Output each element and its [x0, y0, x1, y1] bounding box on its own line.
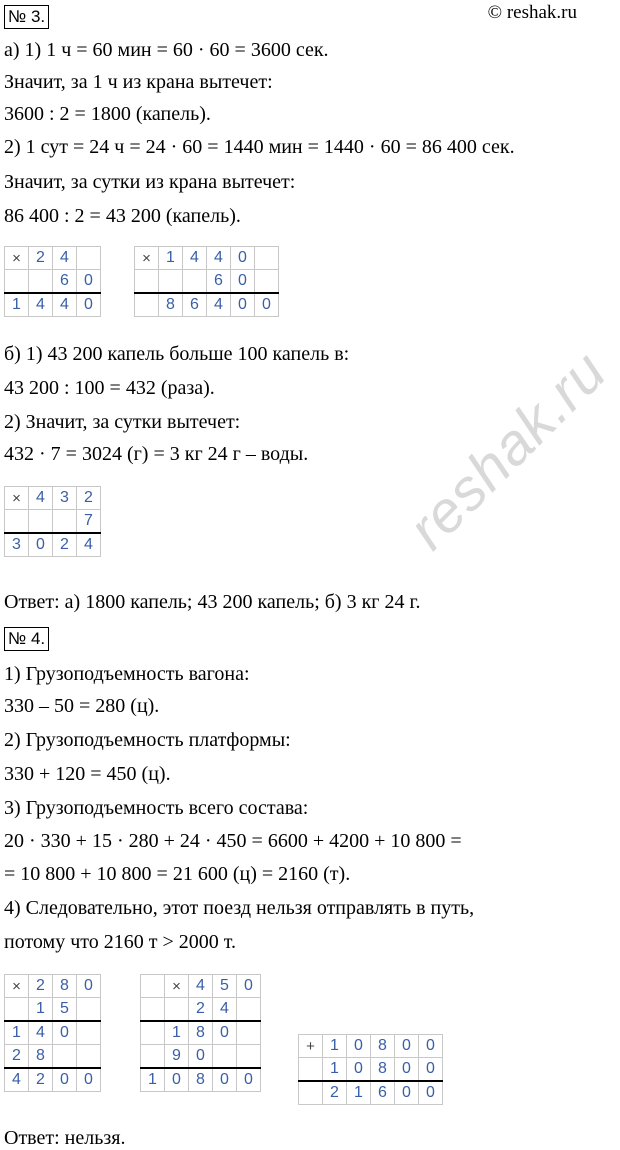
calc-row [5, 975, 101, 998]
calc-cell: 0 [395, 1035, 419, 1058]
task3-line-1: а) 1) 1 ч = 60 мин = 60 · 60 = 3600 сек. [4, 39, 329, 61]
calc-cell [53, 1045, 77, 1069]
calc-row [5, 998, 101, 1022]
calc-cell [5, 270, 29, 294]
calc-cell: 0 [231, 270, 255, 294]
calc-cell [165, 998, 189, 1022]
calc-cell: + [299, 1035, 323, 1058]
calc-cell [5, 510, 29, 534]
calc-row [135, 293, 279, 317]
calc-cell: 0 [213, 1021, 237, 1045]
calc-cell: 8 [159, 293, 183, 317]
calc-row [5, 1045, 101, 1069]
calc-cell: 7 [77, 510, 101, 534]
calc-row [5, 1021, 101, 1045]
calc-cell: 0 [53, 1021, 77, 1045]
task3-number: № 3. [4, 4, 49, 29]
calc-cell: 1 [323, 1058, 347, 1082]
calc-cell: × [5, 975, 29, 998]
calc-cell: 8 [371, 1058, 395, 1082]
calc-cell: 0 [347, 1035, 371, 1058]
calc-cell [237, 1045, 261, 1069]
calc-row [141, 998, 261, 1022]
watermark: reshak.ru [395, 338, 619, 562]
calc-cell: 0 [347, 1058, 371, 1082]
calc-cell [135, 270, 159, 294]
calc-cell [299, 1058, 323, 1082]
calc-cell [53, 510, 77, 534]
task4-number: № 4. [4, 626, 49, 651]
calc-cell [141, 975, 165, 998]
calc-cell: 4 [207, 293, 231, 317]
calc-row [141, 1045, 261, 1069]
calc-cell: 0 [189, 1045, 213, 1069]
calc-cell [299, 1081, 323, 1105]
task3-line-4: 2) 1 сут = 24 ч = 24 · 60 = 1440 мин = 1440 · 60 = 86 400 сек. [4, 136, 515, 158]
task4-line-9: потому что 2160 т > 2000 т. [4, 931, 236, 953]
calc-cell: 2 [323, 1081, 347, 1105]
calc-cell: 4 [29, 1021, 53, 1045]
calc-cell: 1 [5, 293, 29, 317]
calc-cell: 0 [237, 1068, 261, 1092]
calc-cell: 8 [53, 975, 77, 998]
calc-cell: × [5, 247, 29, 270]
calc-cell: 2 [77, 487, 101, 510]
calc-cell [141, 998, 165, 1022]
calc-cell: 4 [213, 998, 237, 1022]
calc-1440x60 [134, 246, 279, 317]
calc-cell: 3 [53, 487, 77, 510]
calc-row [141, 1021, 261, 1045]
calc-cell [29, 510, 53, 534]
calc-cell: 0 [231, 247, 255, 270]
calc-cell: 0 [77, 293, 101, 317]
calc-cell: 0 [237, 975, 261, 998]
calc-cell: 4 [29, 293, 53, 317]
calc-cell: × [5, 487, 29, 510]
calc-cell [183, 270, 207, 294]
calc-cell: 5 [53, 998, 77, 1022]
calc-cell [141, 1021, 165, 1045]
calc-cell: 0 [395, 1058, 419, 1082]
task4-line-4: 330 + 120 = 450 (ц). [4, 763, 171, 785]
calc-cell: 0 [53, 1068, 77, 1092]
calc-cell [213, 1045, 237, 1069]
calc-cell: 2 [53, 533, 77, 557]
calc-cell: 0 [77, 975, 101, 998]
calc-cell: 1 [347, 1081, 371, 1105]
calc-cell [237, 998, 261, 1022]
calc-cell [29, 270, 53, 294]
calc-cell: 8 [189, 1021, 213, 1045]
calc-cell: 6 [53, 270, 77, 294]
task3-line-3: 3600 : 2 = 1800 (капель). [4, 103, 211, 125]
calc-row [5, 293, 101, 317]
calc-cell: 0 [419, 1035, 443, 1058]
calc-cell: 0 [77, 270, 101, 294]
calc-row [141, 1068, 261, 1092]
task4-line-1: 1) Грузоподъемность вагона: [4, 663, 250, 685]
task3-answer: Ответ: а) 1800 капель; 43 200 капель; б) 3 кг 24 г. [4, 591, 421, 613]
calc-cell: 0 [213, 1068, 237, 1092]
calc-cell: 1 [323, 1035, 347, 1058]
calc-cell: 3 [5, 533, 29, 557]
calc-cell [141, 1045, 165, 1069]
calc-cell: 9 [165, 1045, 189, 1069]
calc-cell: × [165, 975, 189, 998]
calc-cell: 0 [419, 1081, 443, 1105]
calc-cell: 1 [159, 247, 183, 270]
calc-cell: 6 [183, 293, 207, 317]
calc-432x7 [4, 486, 101, 557]
calc-row [135, 270, 279, 294]
calc-cell [255, 270, 279, 294]
calc-row [5, 247, 101, 270]
calc-cell [5, 998, 29, 1022]
task4-line-3: 2) Грузоподъемность платформы: [4, 729, 291, 751]
calc-cell: 0 [231, 293, 255, 317]
calc-row [5, 270, 101, 294]
task4-line-6: 20 · 330 + 15 · 280 + 24 · 450 = 6600 + 4200 + 10 800 = [4, 830, 462, 852]
calc-cell: 4 [189, 975, 213, 998]
calc-cell: 4 [207, 247, 231, 270]
calc-cell: 2 [29, 975, 53, 998]
calc-cell: 8 [29, 1045, 53, 1069]
calc-cell: 8 [189, 1068, 213, 1092]
calc-cell: 0 [395, 1081, 419, 1105]
calc-cell [255, 247, 279, 270]
calc-cell: 8 [371, 1035, 395, 1058]
task4-line-5: 3) Грузоподъемность всего состава: [4, 797, 309, 819]
calc-row [5, 510, 101, 534]
calc-cell: 1 [29, 998, 53, 1022]
calc-sum-21600 [298, 1034, 443, 1105]
calc-cell: 4 [53, 293, 77, 317]
calc-cell: 1 [165, 1021, 189, 1045]
task4-line-2: 330 – 50 = 280 (ц). [4, 695, 160, 717]
calc-cell [237, 1021, 261, 1045]
calc-row [135, 247, 279, 270]
task3-line-10: 432 · 7 = 3024 (г) = 3 кг 24 г – воды. [4, 443, 309, 465]
calc-cell: 0 [29, 533, 53, 557]
calc-row [299, 1058, 443, 1082]
calc-cell: 4 [77, 533, 101, 557]
task3-line-7: б) 1) 43 200 капель больше 100 капель в: [4, 343, 350, 365]
calc-cell: 0 [255, 293, 279, 317]
calc-cell [135, 293, 159, 317]
calc-row [299, 1081, 443, 1105]
calc-cell: 1 [5, 1021, 29, 1045]
calc-24x60 [4, 246, 101, 317]
calc-280x15 [4, 974, 101, 1092]
task3-line-5: Значит, за сутки из крана вытечет: [4, 171, 296, 193]
calc-cell: 2 [5, 1045, 29, 1069]
calc-cell: 4 [183, 247, 207, 270]
calc-row [5, 1068, 101, 1092]
calc-cell: 4 [53, 247, 77, 270]
task3-line-2: Значит, за 1 ч из крана вытечет: [4, 71, 273, 93]
calc-row [299, 1035, 443, 1058]
calc-cell: 6 [207, 270, 231, 294]
calc-cell [159, 270, 183, 294]
calc-cell: 4 [5, 1068, 29, 1092]
task3-line-9: 2) Значит, за сутки вытечет: [4, 411, 241, 433]
task4-answer: Ответ: нельзя. [4, 1127, 126, 1149]
task4-line-8: 4) Следовательно, этот поезд нельзя отправлять в путь, [4, 897, 475, 919]
task4-line-7: = 10 800 + 10 800 = 21 600 (ц) = 2160 (т). [4, 863, 351, 885]
calc-cell: 4 [29, 487, 53, 510]
task3-line-8: 43 200 : 100 = 432 (раза). [4, 377, 215, 399]
calc-cell: 2 [189, 998, 213, 1022]
calc-row [5, 487, 101, 510]
calc-cell: 0 [77, 1068, 101, 1092]
calc-cell [77, 247, 101, 270]
calc-cell: 2 [29, 247, 53, 270]
calc-cell: 5 [213, 975, 237, 998]
calc-cell [77, 1021, 101, 1045]
calc-row [141, 975, 261, 998]
task3-line-6: 86 400 : 2 = 43 200 (капель). [4, 205, 241, 227]
calc-cell [77, 1045, 101, 1069]
calc-450x24 [140, 974, 261, 1092]
copyright-text: © reshak.ru [487, 2, 577, 23]
calc-cell: 0 [419, 1058, 443, 1082]
calc-cell: 6 [371, 1081, 395, 1105]
calc-cell [77, 998, 101, 1022]
calc-cell: 0 [165, 1068, 189, 1092]
calc-cell: 1 [141, 1068, 165, 1092]
calc-cell: × [135, 247, 159, 270]
calc-row [5, 533, 101, 557]
calc-cell: 2 [29, 1068, 53, 1092]
